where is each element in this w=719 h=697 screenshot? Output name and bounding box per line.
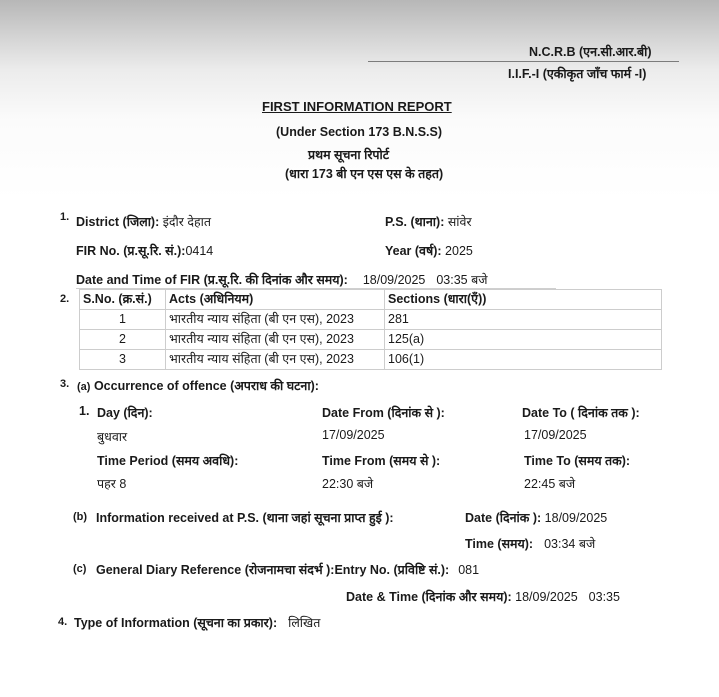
fir-label: FIR No. (प्र.सू.रि. सं.): [76, 244, 186, 258]
entry-number-value: 081 [458, 563, 480, 577]
district-field [76, 213, 211, 230]
police-station-field [385, 213, 472, 230]
info-received-date-value: 18/09/2025 [544, 511, 608, 525]
acts-sections-table [79, 289, 662, 370]
fir-number-field [76, 242, 213, 259]
diary-datetime-field [346, 588, 620, 605]
section-3-number: 3. [60, 378, 70, 390]
info-received-time-value: 03:34 बजे [544, 537, 596, 551]
report-subtitle-hindi: (धारा 173 बी एन एस एस के तहत) [285, 167, 444, 181]
info-received-label: Information received at P.S. (थाना जहां सूचना प्राप्त हुई ): [96, 511, 394, 525]
district-label: District (जिला): [76, 215, 160, 229]
header-divider [368, 61, 679, 62]
time-period-value: पहर 8 [97, 477, 127, 491]
year-value: 2025 [445, 244, 473, 258]
act-cell: भारतीय न्याय संहिता (बी एन एस), 2023 [166, 350, 385, 370]
subsection-a-marker: (a) [77, 381, 91, 393]
time-period-label: Time Period (समय अवधि): [97, 454, 239, 468]
section-1-number: 1. [60, 211, 70, 223]
fir-datetime-field [76, 271, 488, 288]
general-diary-field [96, 561, 479, 578]
act-cell: भारतीय न्याय संहिता (बी एन एस), 2023 [166, 330, 385, 350]
information-type-field [74, 614, 320, 631]
section-cell: 106(1) [385, 350, 662, 370]
time-from-label: Time From (समय से ): [322, 454, 441, 468]
table-row [80, 310, 662, 330]
column-header-sections: Sections (धारा(एँ)) [385, 290, 662, 310]
sno-cell: 1 [80, 310, 166, 330]
fir-date-value: 18/09/2025 [362, 273, 426, 287]
section-4-number: 4. [58, 616, 68, 628]
day-label: Day (दिन): [97, 406, 153, 420]
date-to-label: Date To ( दिनांक तक ): [522, 406, 640, 420]
subsection-c-marker: (c) [73, 563, 87, 575]
report-title: FIRST INFORMATION REPORT [262, 99, 452, 114]
information-type-value: लिखित [288, 616, 321, 630]
item-1-number: 1. [79, 404, 90, 418]
table-row [80, 330, 662, 350]
time-to-label: Time To (समय तक): [524, 454, 631, 468]
ps-label: P.S. (थाना): [385, 215, 445, 229]
diary-time-value: 03:35 [588, 590, 620, 604]
general-diary-label: General Diary Reference (रोजनामचा संदर्भ ): [96, 563, 335, 577]
column-header-acts: Acts (अधिनियम) [166, 290, 385, 310]
agency-header: N.C.R.B (एन.सी.आर.बी) [529, 45, 652, 59]
year-label: Year (वर्ष): [385, 244, 442, 258]
section-2-number: 2. [60, 293, 70, 305]
occurrence-label: Occurrence of offence (अपराध की घटना): [93, 379, 319, 393]
date-to-value: 17/09/2025 [524, 428, 587, 442]
date-from-value: 17/09/2025 [322, 428, 385, 442]
report-title-hindi: प्रथम सूचना रिपोर्ट [308, 148, 390, 162]
information-type-label: Type of Information (सूचना का प्रकार): [74, 616, 278, 630]
year-field [385, 242, 473, 259]
table-row [80, 350, 662, 370]
report-subtitle: (Under Section 173 B.N.S.S) [276, 125, 443, 139]
time-from-value: 22:30 बजे [322, 477, 374, 491]
section-cell: 281 [385, 310, 662, 330]
sno-cell: 2 [80, 330, 166, 350]
info-received-date-label: Date (दिनांक ): [465, 511, 542, 525]
subsection-b-marker: (b) [73, 511, 88, 523]
diary-datetime-label: Date & Time (दिनांक और समय): [346, 590, 512, 604]
section-cell: 125(a) [385, 330, 662, 350]
entry-number-label: Entry No. (प्रविष्टि सं.): [334, 563, 450, 577]
occurrence-heading [77, 377, 319, 394]
info-received-date-field [465, 509, 607, 526]
time-to-value: 22:45 बजे [524, 477, 576, 491]
sno-cell: 3 [80, 350, 166, 370]
district-value: इंदौर देहात [162, 215, 211, 229]
column-header-sno: S.No. (क्र.सं.) [80, 290, 166, 310]
form-name: I.I.F.-I (एकीकृत जाँच फार्म -I) [508, 67, 647, 81]
fir-time-value: 03:35 बजे [436, 273, 488, 287]
act-cell: भारतीय न्याय संहिता (बी एन एस), 2023 [166, 310, 385, 330]
day-value: बुधवार [97, 430, 128, 444]
info-received-time-field [465, 535, 595, 552]
date-from-label: Date From (दिनांक से ): [322, 406, 445, 420]
fir-datetime-label: Date and Time of FIR (प्र.सू.रि. की दिनांक और समय): [76, 273, 348, 287]
fir-value: 0414 [185, 244, 214, 258]
ps-value: सांवेर [447, 215, 472, 229]
diary-date-value: 18/09/2025 [515, 590, 578, 604]
table-header-row [80, 290, 662, 310]
info-received-time-label: Time (समय): [465, 537, 534, 551]
